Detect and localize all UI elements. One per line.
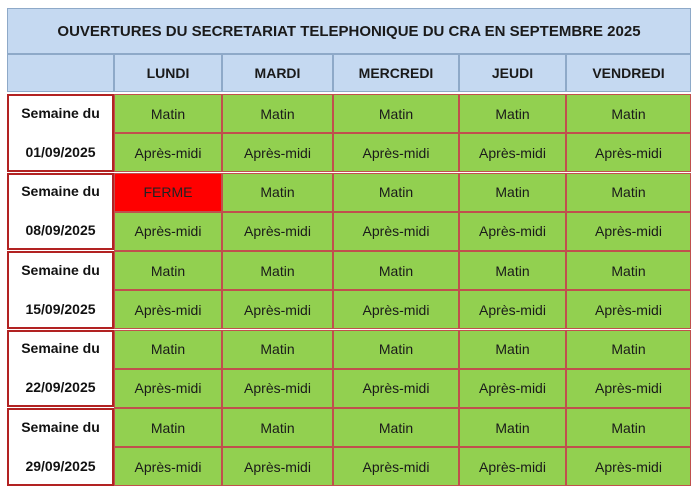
week-date: 01/09/2025	[25, 143, 96, 160]
morning-slot-jeudi: Matin	[459, 94, 566, 133]
header-day-vendredi: VENDREDI	[566, 54, 691, 92]
afternoon-slot-lundi: Après-midi	[114, 447, 222, 486]
afternoon-slot-vendredi: Après-midi	[566, 133, 691, 172]
afternoon-slot-jeudi: Après-midi	[459, 369, 566, 408]
afternoon-slot-jeudi: Après-midi	[459, 133, 566, 172]
afternoon-slot-mardi: Après-midi	[222, 290, 333, 329]
header-day-jeudi: JEUDI	[459, 54, 566, 92]
morning-slot-vendredi: Matin	[566, 330, 691, 369]
morning-slot-vendredi: Matin	[566, 94, 691, 133]
morning-slot-mercredi: Matin	[333, 94, 459, 133]
afternoon-slot-vendredi: Après-midi	[566, 447, 691, 486]
afternoon-slot-lundi: Après-midi	[114, 133, 222, 172]
morning-slot-vendredi: Matin	[566, 408, 691, 447]
week-date: 08/09/2025	[25, 222, 96, 239]
afternoon-slot-mercredi: Après-midi	[333, 212, 459, 251]
morning-slot-jeudi: Matin	[459, 173, 566, 212]
morning-slot-mardi: Matin	[222, 408, 333, 447]
morning-slot-lundi: FERME	[114, 173, 222, 212]
afternoon-slot-mardi: Après-midi	[222, 212, 333, 251]
afternoon-slot-mardi: Après-midi	[222, 133, 333, 172]
afternoon-slot-mardi: Après-midi	[222, 447, 333, 486]
afternoon-slot-mercredi: Après-midi	[333, 290, 459, 329]
morning-slot-jeudi: Matin	[459, 408, 566, 447]
week-label	[7, 251, 114, 329]
morning-slot-lundi: Matin	[114, 251, 222, 290]
afternoon-slot-mercredi: Après-midi	[333, 369, 459, 408]
afternoon-slot-mardi: Après-midi	[222, 369, 333, 408]
week-label-text: Semaine du	[21, 418, 100, 435]
morning-slot-jeudi: Matin	[459, 251, 566, 290]
header-day-mercredi: MERCREDI	[333, 54, 459, 92]
header-day-mardi: MARDI	[222, 54, 333, 92]
week-label	[7, 408, 114, 486]
morning-slot-mercredi: Matin	[333, 251, 459, 290]
afternoon-slot-jeudi: Après-midi	[459, 290, 566, 329]
morning-slot-vendredi: Matin	[566, 251, 691, 290]
afternoon-slot-lundi: Après-midi	[114, 369, 222, 408]
afternoon-slot-jeudi: Après-midi	[459, 212, 566, 251]
week-date: 29/09/2025	[25, 457, 96, 474]
header-empty-cell	[7, 54, 114, 92]
week-label	[7, 94, 114, 172]
week-label-text: Semaine du	[21, 104, 100, 121]
week-label-text: Semaine du	[21, 261, 100, 278]
morning-slot-mardi: Matin	[222, 251, 333, 290]
week-label	[7, 330, 114, 408]
table-title: OUVERTURES DU SECRETARIAT TELEPHONIQUE DU CRA EN SEPTEMBRE 2025	[7, 8, 691, 54]
morning-slot-mardi: Matin	[222, 94, 333, 133]
week-date: 22/09/2025	[25, 379, 96, 396]
morning-slot-mardi: Matin	[222, 330, 333, 369]
week-label-text: Semaine du	[21, 183, 100, 200]
morning-slot-lundi: Matin	[114, 330, 222, 369]
morning-slot-vendredi: Matin	[566, 173, 691, 212]
morning-slot-mardi: Matin	[222, 173, 333, 212]
morning-slot-mercredi: Matin	[333, 408, 459, 447]
header-day-lundi: LUNDI	[114, 54, 222, 92]
afternoon-slot-lundi: Après-midi	[114, 212, 222, 251]
afternoon-slot-vendredi: Après-midi	[566, 212, 691, 251]
afternoon-slot-vendredi: Après-midi	[566, 369, 691, 408]
morning-slot-mercredi: Matin	[333, 330, 459, 369]
morning-slot-lundi: Matin	[114, 408, 222, 447]
morning-slot-lundi: Matin	[114, 94, 222, 133]
afternoon-slot-mercredi: Après-midi	[333, 447, 459, 486]
afternoon-slot-vendredi: Après-midi	[566, 290, 691, 329]
afternoon-slot-lundi: Après-midi	[114, 290, 222, 329]
morning-slot-jeudi: Matin	[459, 330, 566, 369]
week-label	[7, 173, 114, 251]
afternoon-slot-mercredi: Après-midi	[333, 133, 459, 172]
afternoon-slot-jeudi: Après-midi	[459, 447, 566, 486]
morning-slot-mercredi: Matin	[333, 173, 459, 212]
week-label-text: Semaine du	[21, 340, 100, 357]
week-date: 15/09/2025	[25, 300, 96, 317]
